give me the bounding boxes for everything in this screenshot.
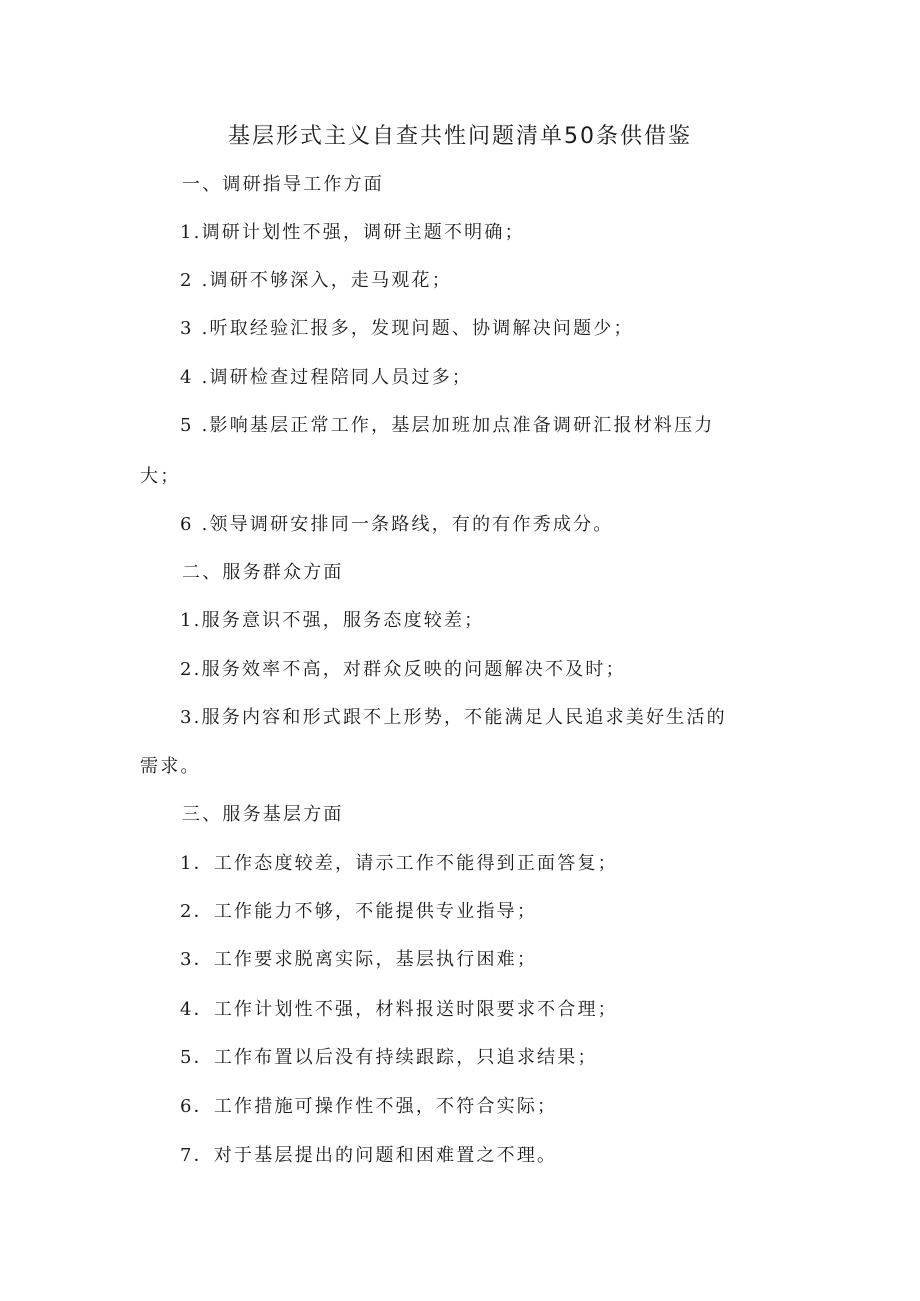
section-heading-research: 一、调研指导工作方面 — [182, 174, 384, 195]
list-item: 5．工作布置以后没有持续跟踪，只追求结果； — [180, 1047, 598, 1068]
list-item: 6 .领导调研安排同一条路线，有的有作秀成分。 — [180, 514, 614, 535]
list-item: 4 .调研检查过程陪同人员过多； — [180, 367, 473, 388]
list-item: 1.调研计划性不强，调研主题不明确； — [180, 222, 525, 243]
list-item: 3．工作要求脱离实际，基层执行困难； — [180, 949, 538, 970]
section-heading-serve-public: 二、服务群众方面 — [182, 562, 344, 583]
list-item-continuation: 需求。 — [140, 756, 201, 777]
list-item: 3.服务内容和形式跟不上形势，不能满足人民追求美好生活的 — [180, 707, 727, 728]
list-item: 2．工作能力不够，不能提供专业指导； — [180, 901, 538, 922]
document-title: 基层形式主义自查共性问题清单50条供借鉴 — [228, 124, 692, 149]
list-item: 3 .听取经验汇报多，发现问题、协调解决问题少； — [180, 318, 634, 339]
list-item: 1．工作态度较差，请示工作不能得到正面答复； — [180, 853, 618, 874]
section-heading-serve-grassroots: 三、服务基层方面 — [182, 804, 344, 825]
list-item: 4．工作计划性不强，材料报送时限要求不合理； — [180, 999, 618, 1020]
list-item: 2.服务效率不高，对群众反映的问题解决不及时； — [180, 659, 626, 680]
list-item: 1.服务意识不强，服务态度较差； — [180, 610, 485, 631]
list-item: 5 .影响基层正常工作，基层加班加点准备调研汇报材料压力 — [180, 415, 715, 436]
list-item-continuation: 大； — [140, 466, 181, 487]
list-item: 7．对于基层提出的问题和困难置之不理。 — [180, 1145, 558, 1166]
list-item: 2 .调研不够深入，走马观花； — [180, 270, 452, 291]
list-item: 6．工作措施可操作性不强，不符合实际； — [180, 1096, 558, 1117]
